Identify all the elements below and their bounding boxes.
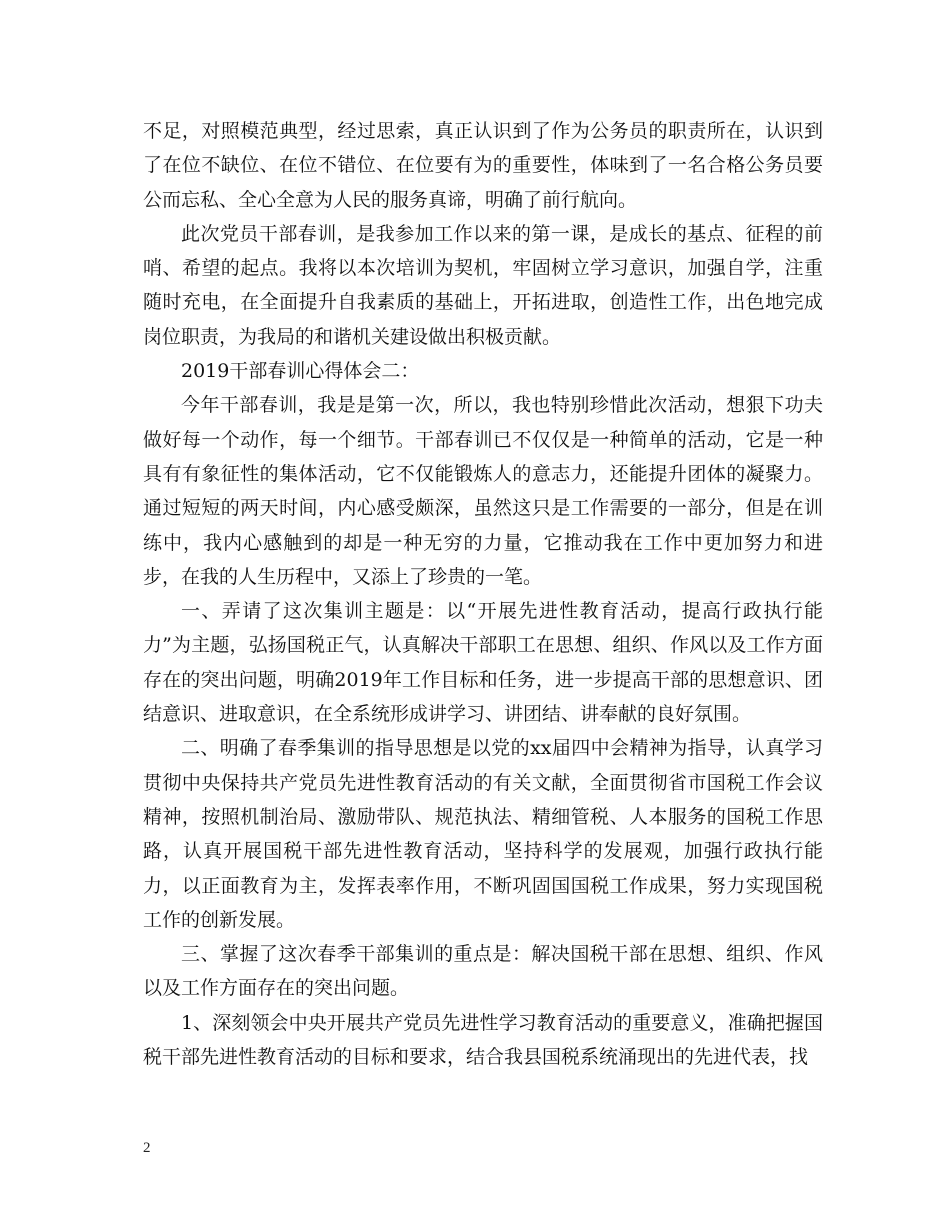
document-body	[143, 114, 823, 1074]
paragraph-6: 三、掌握了这次春季干部集训的重点是：解决国税干部在思想、组织、作风以及工作方面存在的突出问题。	[143, 943, 823, 1000]
paragraph-5: 二、明确了春季集训的指导思想是以党的xx届四中会精神为指导，认真学习贯彻中央保持共产党员先进性教育活动的有关文献，全面贯彻省市国税工作会议精神，按照机制治局、激励带队、规范执法、精细管税、人本服务的国税工作思路，认真开展国税干部先进性教育活动，坚持科学的发展观，加强行政执行能力，以正面教育为主，发挥表率作用，不断巩固国国税工作成果，努力实现国税工作的创新发展。	[143, 737, 823, 931]
paragraph-3: 今年干部春训，我是是第一次，所以，我也特别珍惜此次活动，想狠下功夫做好每一个动作，每一个细节。干部春训已不仅仅是一种简单的活动，它是一种具有有象征性的集体活动，它不仅能锻炼人的意志力，还能提升团体的凝聚力。通过短短的两天时间，内心感受颇深，虽然这只是工作需要的一部分，但是在训练中，我内心感触到的却是一种无穷的力量，它推动我在工作中更加努力和进步，在我的人生历程中，又添上了珍贵的一笔。	[143, 394, 823, 588]
page-number: 2	[143, 1140, 151, 1156]
section-heading: 2019干部春训心得体会二：	[181, 360, 420, 383]
paragraph-2: 此次党员干部春训，是我参加工作以来的第一课，是成长的基点、征程的前哨、希望的起点。我将以本次培训为契机，牢固树立学习意识，加强自学，注重随时充电，在全面提升自我素质的基础上，开拓进取，创造性工作，出色地完成岗位职责，为我局的和谐机关建设做出积极贡献。	[143, 222, 823, 348]
paragraph-7: 1、深刻领会中央开展共产党员先进性学习教育活动的重要意义，准确把握国税干部先进性教育活动的目标和要求，结合我县国税系统涌现出的先进代表，找	[143, 1011, 823, 1069]
paragraph-1: 不足，对照模范典型，经过思索，真正认识到了作为公务员的职责所在，认识到了在位不缺位、在位不错位、在位要有为的重要性，体味到了一名合格公务员要公而忘私、全心全意为人民的服务真谛，明确了前行航向。	[143, 120, 823, 211]
paragraph-4: 一、弄请了这次集训主题是：以“开展先进性教育活动，提高行政执行能力”为主题，弘扬国税正气，认真解决干部职工在思想、组织、作风以及工作方面存在的突出问题，明确2019年工作目标和任务，进一步提高干部的思想意识、团结意识、进取意识，在全系统形成讲学习、讲团结、讲奉献的良好氛围。	[143, 600, 823, 726]
